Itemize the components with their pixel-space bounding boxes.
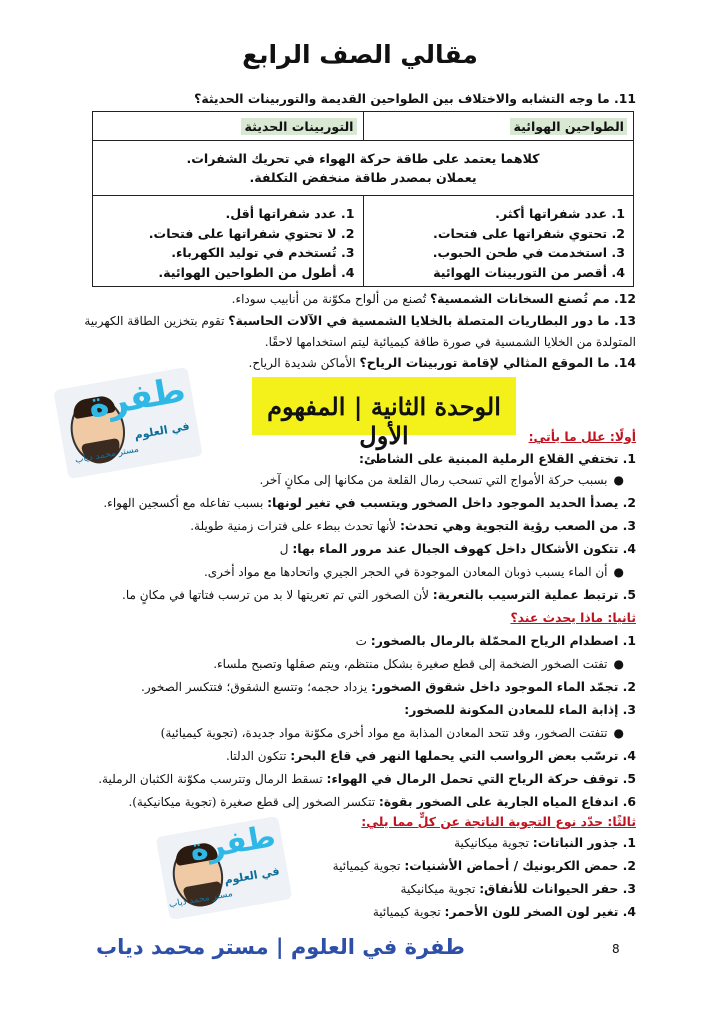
list-item: 1. عدد شفراتها أقل. [225,206,355,221]
list-item: 6. اندفاع المياه الجارية على الصخور بقوة: تتكسر الصخور إلى قطع صغيرة (تجوية ميكانيكية). [128,794,636,809]
comparison-table [92,111,634,287]
table-header-windmills: الطواحين الهوائية [363,112,634,141]
question-12: 12. مم تُصنع السخانات الشمسية؟ تُصنع من ألواح مكوّنة من أنابيب سوداء. [231,291,636,306]
list-item: 4. أقصر من التوربينات الهوائية [433,264,625,280]
list-item: 3. تُستخدم في توليد الكهرباء. [171,245,355,261]
list-item: ●تفتت الصخور الضخمة إلى قطع صغيرة بشكل منتظم، ويتم صقلها وتصبح ملساء. [213,657,624,671]
turbine-differences [93,196,364,287]
list-item: 5. ترتبط عملية الترسيب بالتعرية: لأن الصخور التي تم تعريتها لا بد من ترسب فتاتها في مكانٍ ما. [122,587,636,602]
list-item: 2. لا تحتوي شفراتها على فتحات. [148,225,355,241]
question-13-continued: المتولدة من الخلايا الشمسية في صورة طاقة كيميائية ليتم استخدامها لاحقًا. [264,335,636,349]
list-item: 3. استخدمت في طحن الحبوب. [432,245,625,261]
list-item: ●بسبب حركة الأمواج التي تسحب رمال القلعة من مكانها إلى مكانٍ آخر. [259,473,624,487]
list-item: 1. عدد شفراتها أكثر. [495,206,625,221]
list-item: 4. أطول من الطواحين الهوائية. [158,264,355,280]
footer-brand: طفرة في العلوم | مستر محمد دياب [96,935,465,959]
table-similarities: كلاهما يعتمد على طاقة حركة الهواء في تحريك الشفرات. يعملان بمصدر طاقة منخفض التكلفة. [93,141,634,196]
question-14: 14. ما الموقع المثالي لإقامة توربينات الرياح؟ الأماكن شديدة الرياح. [248,355,636,370]
question-11: 11. ما وجه التشابه والاختلاف بين الطواحين القديمة والتوربينات الحديثة؟ [194,91,636,106]
list-item: 1. جذور النباتات: تجوية ميكانيكية [454,835,636,850]
list-item: 4. ترسّب بعض الرواسب التي يحملها النهر في قاع البحر: تتكون الدلتا. [225,748,636,763]
brand-logo-2: طفرة في العلوم مستر محمد دياب [156,816,293,920]
list-item: 5. توقف حركة الرياح التي تحمل الرمال في الهواء: تسقط الرمال وتترسب مكوّنة الكثبان الرملية. [98,771,636,786]
windmill-differences [363,196,634,287]
list-item: 3. من الصعب رؤية التجوية وهي تحدث: لأنها تحدث ببطء على فترات زمنية طويلة. [190,518,636,533]
list-item: 2. حمض الكربونيك / أحماض الأشنيات: تجوية كيميائية [332,858,636,873]
list-item: ●أن الماء يسبب ذوبان المعادن الموجودة في الحجر الجيري واتحادها مع مواد أخرى. [203,565,624,579]
list-item: 4. تتكون الأشكال داخل كهوف الجبال عند مرور الماء بها: ل [279,541,636,556]
list-item: 3. إذابة الماء للمعادن المكونة للصخور: [404,702,636,717]
page-number: 8 [612,942,620,956]
section-1-heading: أولًا: علل ما يأتي: [528,429,636,444]
section-3-heading: ثالثًا: حدّد نوع التجوية الناتجة عن كلٍّ مما يلي: [361,814,636,829]
list-item: 4. تغير لون الصخر للون الأحمر: تجوية كيميائية [372,904,636,919]
section-2-heading: ثانيا: ماذا يحدث عند؟ [510,610,636,625]
unit-banner: الوحدة الثانية | المفهوم الأول [267,392,501,450]
question-13: 13. ما دور البطاريات المتصلة بالخلايا الشمسية في الآلات الحاسبة؟ تقوم بتخزين الطاقة الكهربية [84,313,636,328]
table-header-turbines: التوربينات الحديثة [93,112,364,141]
list-item: 1. تختفي القلاع الرملية المبنية على الشاطئ: [358,451,636,466]
list-item: 2. تحتوي شفراتها على فتحات. [433,225,625,241]
list-item: 2. تجمّد الماء الموجود داخل شقوق الصخور: يزداد حجمه؛ وتتسع الشقوق؛ فتتكسر الصخور. [141,679,636,694]
page-title: مقالي الصف الرابع [242,40,478,69]
list-item: 3. حفر الحيوانات للأنفاق: تجوية ميكانيكية [400,881,636,896]
brand-logo: طفرة في العلوم مستر محمد دياب [53,367,203,479]
list-item: ●تتفتت الصخور، وقد تتحد المعادن المذابة مع مواد أخرى مكوّنة مواد جديدة، (تجوية كيميائية) [160,726,624,740]
list-item: 1. اصطدام الرياح المحمّلة بالرمال بالصخور: ت [355,633,636,648]
list-item: 2. يصدأ الحديد الموجود داخل الصخور ويتسبب في تغير لونها: بسبب تفاعله مع أكسجين الهواء. [103,495,636,510]
